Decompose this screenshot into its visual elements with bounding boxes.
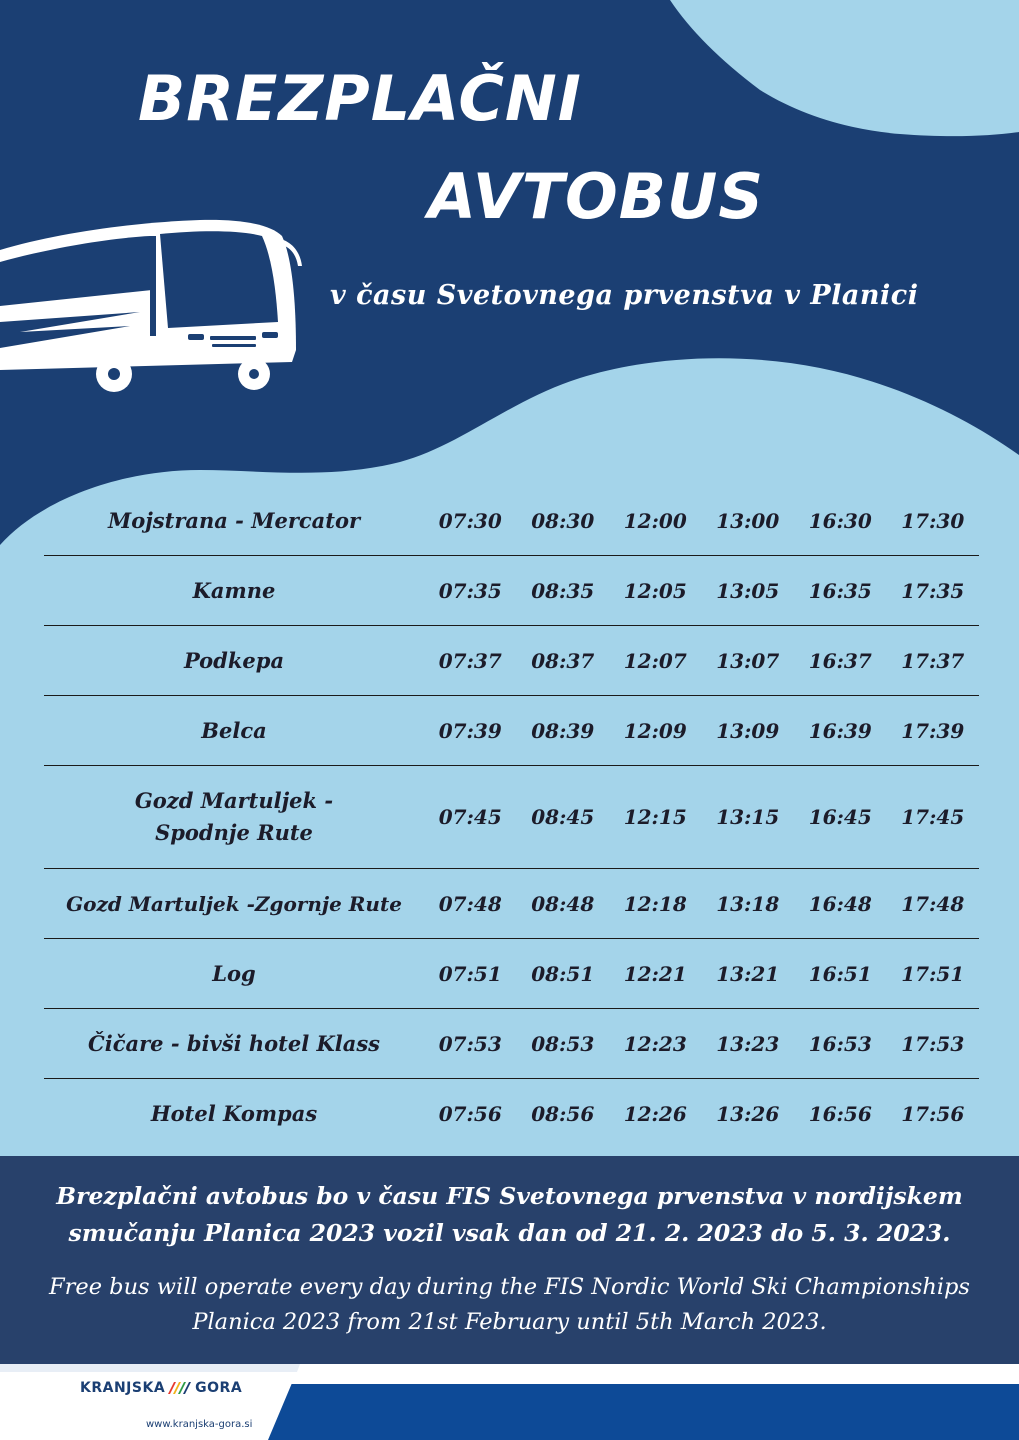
stop-name: Podkepa: [183, 647, 285, 673]
time-cell: 08:53: [531, 1031, 595, 1056]
time-cell: 13:05: [716, 578, 780, 603]
info-text-english: [0, 1270, 1019, 1340]
info-en-line-1: Free bus will operate every day during the FIS Nordic World Ski Championships: [49, 1274, 970, 1300]
time-cell: 08:45: [531, 805, 595, 829]
time-cell: 13:07: [716, 648, 780, 673]
info-en-line-2: Planica 2023 from 21st February until 5th March 2023.: [192, 1309, 827, 1335]
stop-name: Belca: [201, 717, 267, 743]
time-cell: 08:51: [531, 961, 595, 986]
time-cell: 13:26: [716, 1102, 780, 1126]
time-cell: 17:53: [901, 1031, 965, 1056]
time-cell: 12:23: [623, 1031, 687, 1056]
time-cell: 07:51: [438, 961, 502, 986]
info-text-slovenian: [0, 1178, 1019, 1252]
table-row: [44, 766, 979, 869]
logo-text-left: KRANJSKA: [80, 1380, 166, 1396]
stop-name: Log: [212, 960, 256, 986]
time-cell: 16:53: [808, 1031, 872, 1056]
time-cell: 16:48: [808, 891, 872, 916]
time-cell: 08:39: [531, 718, 595, 743]
info-si-line-2: smučanju Planica 2023 vozil vsak dan od 21. 2. 2023 do 5. 3. 2023.: [68, 1219, 951, 1247]
table-row: [44, 1009, 979, 1079]
time-cell: 07:45: [438, 805, 502, 829]
time-cell: 12:26: [623, 1102, 687, 1126]
time-cell: 17:37: [901, 648, 965, 673]
table-row: [44, 626, 979, 696]
kranjska-gora-logo[interactable]: [80, 1380, 242, 1396]
time-cell: 12:15: [623, 805, 687, 829]
info-si-line-1: Brezplačni avtobus bo v času FIS Svetovnega prvenstva v nordijskem: [56, 1182, 963, 1210]
time-cell: 13:15: [716, 805, 780, 829]
time-cell: 08:56: [531, 1102, 595, 1126]
time-cell: 07:39: [438, 718, 502, 743]
time-cell: 07:30: [438, 508, 502, 533]
time-cell: 12:07: [623, 648, 687, 673]
time-cell: 16:37: [808, 648, 872, 673]
time-cell: 08:35: [531, 578, 595, 603]
time-cell: 12:05: [623, 578, 687, 603]
time-cell: 07:35: [438, 578, 502, 603]
title-line-1: BREZPLAČNI: [138, 62, 582, 135]
stop-name: Čičare - bivši hotel Klass: [88, 1030, 380, 1056]
table-row: [44, 556, 979, 626]
title-line-2: AVTOBUS: [428, 160, 765, 233]
time-cell: 07:48: [438, 891, 502, 916]
time-cell: 17:35: [901, 578, 965, 603]
logo-text-right: GORA: [195, 1380, 243, 1396]
table-row: [44, 869, 979, 939]
time-cell: 16:35: [808, 578, 872, 603]
stop-name: Kamne: [192, 577, 276, 603]
table-row: [44, 1079, 979, 1149]
time-cell: 13:00: [716, 508, 780, 533]
time-cell: 08:37: [531, 648, 595, 673]
timetable: [44, 486, 979, 1149]
time-cell: 13:09: [716, 718, 780, 743]
time-cell: 17:30: [901, 508, 965, 533]
table-row: [44, 696, 979, 766]
time-cell: 16:39: [808, 718, 872, 743]
time-cell: 12:09: [623, 718, 687, 743]
subtitle: v času Svetovnega prvenstva v Planici: [330, 280, 919, 311]
website-link[interactable]: www.kranjska-gora.si: [146, 1419, 253, 1430]
time-cell: 17:39: [901, 718, 965, 743]
time-cell: 08:30: [531, 508, 595, 533]
time-cell: 12:18: [623, 891, 687, 916]
time-cell: 17:56: [901, 1102, 965, 1126]
stop-name: Mojstrana - Mercator: [107, 507, 361, 533]
time-cell: 12:21: [623, 961, 687, 986]
time-cell: 12:00: [623, 508, 687, 533]
time-cell: 17:45: [901, 805, 965, 829]
table-row: [44, 486, 979, 556]
time-cell: 08:48: [531, 891, 595, 916]
time-cell: 16:45: [808, 805, 872, 829]
time-cell: 16:51: [808, 961, 872, 986]
time-cell: 07:53: [438, 1031, 502, 1056]
stop-name: Gozd Martuljek - Spodnje Rute: [134, 788, 334, 845]
time-cell: 13:18: [716, 891, 780, 916]
stop-name: Gozd Martuljek -Zgornje Rute: [66, 891, 402, 916]
stop-name: Hotel Kompas: [150, 1101, 318, 1126]
time-cell: 13:23: [716, 1031, 780, 1056]
time-cell: 07:56: [438, 1102, 502, 1126]
time-cell: 07:37: [438, 648, 502, 673]
time-cell: 17:51: [901, 961, 965, 986]
table-row: [44, 939, 979, 1009]
time-cell: 16:30: [808, 508, 872, 533]
time-cell: 16:56: [808, 1102, 872, 1126]
kranjska-gora-logo-icon: [167, 1381, 193, 1395]
time-cell: 13:21: [716, 961, 780, 986]
time-cell: 17:48: [901, 891, 965, 916]
bus-icon: [0, 210, 310, 400]
